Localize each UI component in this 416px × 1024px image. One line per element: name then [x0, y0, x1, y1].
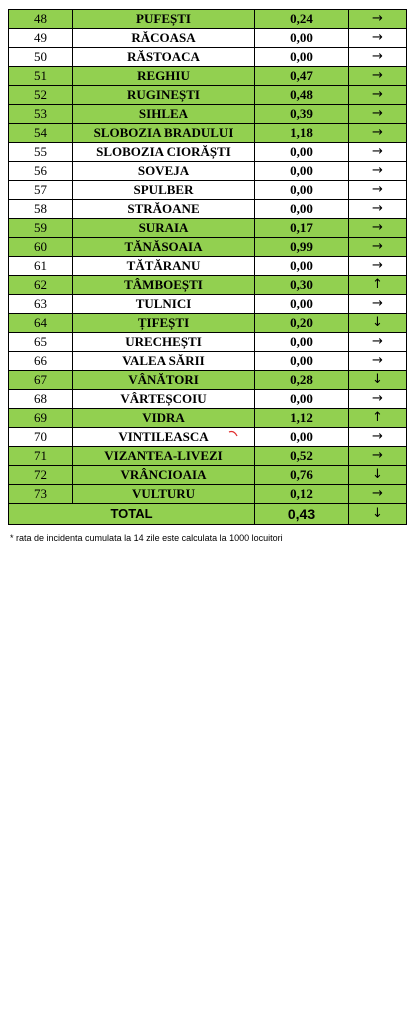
- table-row: [9, 257, 407, 276]
- trend-arrow: →: [349, 333, 407, 352]
- row-number: 72: [9, 466, 73, 485]
- locality-name: VULTURU: [73, 485, 255, 504]
- trend-arrow: →: [349, 124, 407, 143]
- locality-name: REGHIU: [73, 67, 255, 86]
- trend-arrow: →: [349, 143, 407, 162]
- trend-arrow: →: [349, 48, 407, 67]
- row-number: 57: [9, 181, 73, 200]
- incidence-value: 0,39: [255, 105, 349, 124]
- row-number: 66: [9, 352, 73, 371]
- trend-arrow: →: [349, 181, 407, 200]
- table-row: [9, 105, 407, 124]
- row-number: 50: [9, 48, 73, 67]
- table-row: [9, 409, 407, 428]
- incidence-table: [8, 9, 407, 525]
- trend-arrow: →: [349, 257, 407, 276]
- row-number: 59: [9, 219, 73, 238]
- locality-name: RĂCOASA: [73, 29, 255, 48]
- row-number: 51: [9, 67, 73, 86]
- locality-name: VALEA SĂRII: [73, 352, 255, 371]
- incidence-value: 0,00: [255, 29, 349, 48]
- incidence-value: 0,99: [255, 238, 349, 257]
- incidence-value: 0,20: [255, 314, 349, 333]
- trend-arrow: →: [349, 10, 407, 29]
- table-row: [9, 86, 407, 105]
- trend-arrow: ↓: [349, 371, 407, 390]
- locality-name: SIHLEA: [73, 105, 255, 124]
- incidence-value: 1,12: [255, 409, 349, 428]
- table-row: [9, 67, 407, 86]
- incidence-value: 0,00: [255, 200, 349, 219]
- locality-name: ȚIFEȘTI: [73, 314, 255, 333]
- row-number: 65: [9, 333, 73, 352]
- incidence-value: 0,00: [255, 162, 349, 181]
- incidence-value: 0,00: [255, 257, 349, 276]
- incidence-value: 0,30: [255, 276, 349, 295]
- incidence-value: 0,76: [255, 466, 349, 485]
- trend-arrow: ↑: [349, 276, 407, 295]
- incidence-value: 1,18: [255, 124, 349, 143]
- table-row: [9, 162, 407, 181]
- locality-name: VRÂNCIOAIA: [73, 466, 255, 485]
- row-number: 69: [9, 409, 73, 428]
- trend-arrow: ↓: [349, 314, 407, 333]
- table-row: [9, 200, 407, 219]
- incidence-value: 0,00: [255, 181, 349, 200]
- trend-arrow: ↑: [349, 409, 407, 428]
- trend-arrow: →: [349, 238, 407, 257]
- incidence-value: 0,52: [255, 447, 349, 466]
- trend-arrow: →: [349, 200, 407, 219]
- total-row: [9, 504, 407, 525]
- row-number: 67: [9, 371, 73, 390]
- table-row: [9, 238, 407, 257]
- incidence-table-container: [8, 9, 406, 525]
- locality-name: VIDRA: [73, 409, 255, 428]
- trend-arrow: →: [349, 105, 407, 124]
- row-number: 53: [9, 105, 73, 124]
- table-row: [9, 29, 407, 48]
- total-value: 0,43: [255, 504, 349, 525]
- footnote: * rata de incidenta cumulata la 14 zile este calculata la 1000 locuitori: [10, 533, 283, 543]
- trend-arrow: →: [349, 447, 407, 466]
- incidence-value: 0,00: [255, 428, 349, 447]
- incidence-value: 0,12: [255, 485, 349, 504]
- locality-name: SPULBER: [73, 181, 255, 200]
- total-trend-arrow: ↓: [349, 504, 407, 525]
- table-row: [9, 219, 407, 238]
- table-row: [9, 10, 407, 29]
- table-row: [9, 390, 407, 409]
- table-row: [9, 143, 407, 162]
- table-row: [9, 447, 407, 466]
- row-number: 58: [9, 200, 73, 219]
- table-row: [9, 428, 407, 447]
- row-number: 70: [9, 428, 73, 447]
- incidence-value: 0,17: [255, 219, 349, 238]
- locality-name: SLOBOZIA CIORĂȘTI: [73, 143, 255, 162]
- row-number: 49: [9, 29, 73, 48]
- row-number: 71: [9, 447, 73, 466]
- trend-arrow: →: [349, 67, 407, 86]
- trend-arrow: →: [349, 219, 407, 238]
- trend-arrow: →: [349, 162, 407, 181]
- incidence-value: 0,00: [255, 295, 349, 314]
- row-number: 73: [9, 485, 73, 504]
- table-row: [9, 485, 407, 504]
- locality-name: URECHEȘTI: [73, 333, 255, 352]
- locality-name: VINTILEASCA: [73, 428, 255, 447]
- trend-arrow: →: [349, 352, 407, 371]
- table-row: [9, 48, 407, 67]
- locality-name: STRĂOANE: [73, 200, 255, 219]
- locality-name: VIZANTEA-LIVEZI: [73, 447, 255, 466]
- table-row: [9, 371, 407, 390]
- locality-name: TĂNĂSOAIA: [73, 238, 255, 257]
- locality-name: TĂTĂRANU: [73, 257, 255, 276]
- row-number: 61: [9, 257, 73, 276]
- locality-name: TÂMBOEȘTI: [73, 276, 255, 295]
- locality-name: VÂNĂTORI: [73, 371, 255, 390]
- trend-arrow: →: [349, 485, 407, 504]
- table-row: [9, 181, 407, 200]
- incidence-value: 0,47: [255, 67, 349, 86]
- row-number: 52: [9, 86, 73, 105]
- pen-mark: [228, 430, 240, 440]
- locality-name: RUGINEȘTI: [73, 86, 255, 105]
- incidence-value: 0,28: [255, 371, 349, 390]
- table-row: [9, 276, 407, 295]
- table-row: [9, 333, 407, 352]
- locality-name: PUFEȘTI: [73, 10, 255, 29]
- row-number: 62: [9, 276, 73, 295]
- trend-arrow: →: [349, 390, 407, 409]
- incidence-value: 0,00: [255, 333, 349, 352]
- row-number: 54: [9, 124, 73, 143]
- total-label: TOTAL: [9, 504, 255, 525]
- locality-name: VÂRTEȘCOIU: [73, 390, 255, 409]
- table-body: [9, 10, 407, 525]
- table-row: [9, 466, 407, 485]
- trend-arrow: →: [349, 29, 407, 48]
- locality-name: SURAIA: [73, 219, 255, 238]
- locality-name: RĂSTOACA: [73, 48, 255, 67]
- trend-arrow: →: [349, 86, 407, 105]
- trend-arrow: ↓: [349, 466, 407, 485]
- trend-arrow: →: [349, 428, 407, 447]
- row-number: 64: [9, 314, 73, 333]
- row-number: 48: [9, 10, 73, 29]
- row-number: 56: [9, 162, 73, 181]
- table-row: [9, 314, 407, 333]
- locality-name: TULNICI: [73, 295, 255, 314]
- table-row: [9, 352, 407, 371]
- incidence-value: 0,00: [255, 143, 349, 162]
- table-row: [9, 295, 407, 314]
- incidence-value: 0,00: [255, 48, 349, 67]
- locality-name: SLOBOZIA BRADULUI: [73, 124, 255, 143]
- row-number: 68: [9, 390, 73, 409]
- incidence-value: 0,00: [255, 390, 349, 409]
- incidence-value: 0,00: [255, 352, 349, 371]
- row-number: 60: [9, 238, 73, 257]
- incidence-value: 0,48: [255, 86, 349, 105]
- locality-name: SOVEJA: [73, 162, 255, 181]
- table-row: [9, 124, 407, 143]
- row-number: 63: [9, 295, 73, 314]
- incidence-value: 0,24: [255, 10, 349, 29]
- trend-arrow: →: [349, 295, 407, 314]
- row-number: 55: [9, 143, 73, 162]
